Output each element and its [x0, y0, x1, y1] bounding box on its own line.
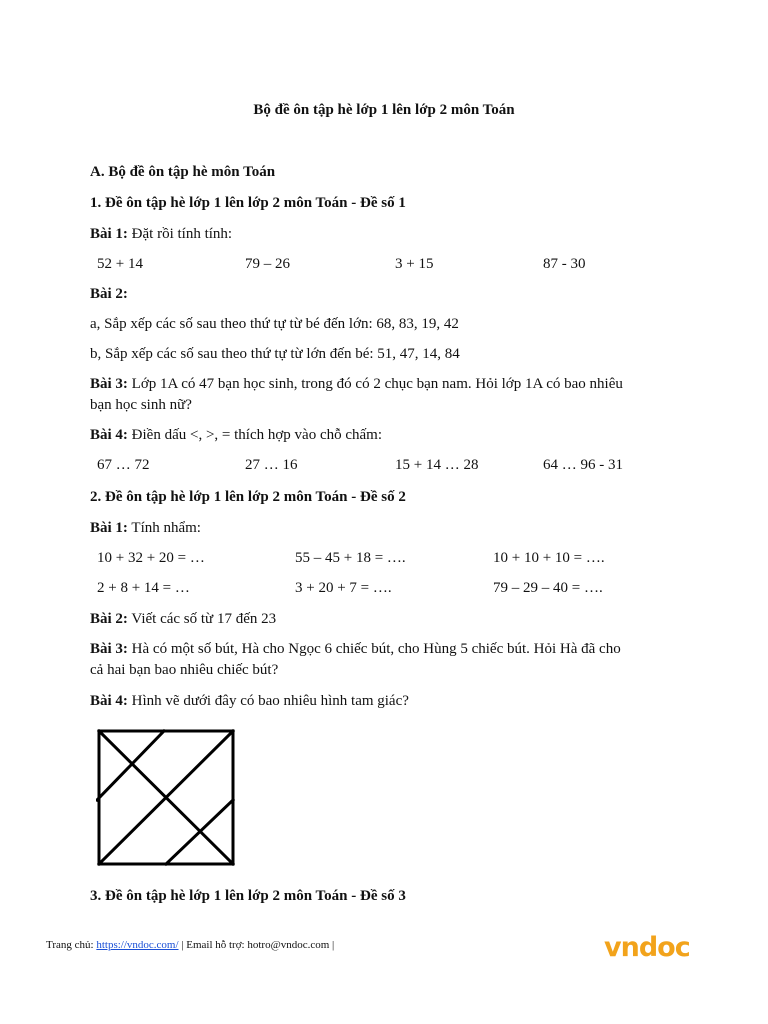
de2-bai2-text: Viết các số từ 17 đến 23	[131, 611, 277, 627]
de2-bai4-label: Bài 4:	[90, 693, 128, 709]
section-a-heading: A. Bộ đề ôn tập hè môn Toán	[90, 164, 276, 180]
de2-bai1-text: Tính nhẩm:	[131, 520, 201, 536]
de1-bai3-line1: Lớp 1A có 47 bạn học sinh, trong đó có 2 chục bạn nam. Hỏi lớp 1A có bao nhiêu	[131, 376, 623, 392]
figure-segment	[97, 731, 164, 800]
footer-home-link[interactable]: https://vndoc.com/	[96, 939, 179, 951]
de1-bai1-item: 79 – 26	[245, 256, 290, 272]
de1-bai1-item: 52 + 14	[97, 256, 143, 272]
de1-bai3-label: Bài 3:	[90, 376, 128, 392]
de1-bai4	[90, 427, 382, 444]
de3-heading: 3. Đề ôn tập hè lớp 1 lên lớp 2 môn Toán - Đề số 3	[90, 888, 406, 904]
de2-bai3-line2: cả hai bạn bao nhiêu chiếc bút?	[90, 662, 279, 678]
de2-bai1-item: 79 – 29 – 40 = ….	[493, 580, 603, 596]
de2-bai1-item: 55 – 45 + 18 = ….	[295, 550, 406, 566]
de1-bai1-label: Bài 1:	[90, 226, 128, 242]
de1-bai1-text: Đặt rồi tính tính:	[131, 226, 233, 242]
de2-bai4	[90, 693, 409, 710]
vndoc-logo[interactable]: vndoc	[604, 932, 690, 963]
de1-bai1-item: 87 - 30	[543, 256, 586, 272]
de2-bai3-label: Bài 3:	[90, 641, 128, 657]
de2-bai1-item: 10 + 32 + 20 = …	[97, 550, 205, 566]
de1-bai4-item: 15 + 14 … 28	[395, 457, 479, 473]
de2-bai2-label: Bài 2:	[90, 611, 128, 627]
de1-heading: 1. Đề ôn tập hè lớp 1 lên lớp 2 môn Toán - Đề số 1	[90, 195, 406, 211]
de2-bai2	[90, 611, 276, 628]
page-title: Bộ đề ôn tập hè lớp 1 lên lớp 2 môn Toán	[253, 102, 515, 118]
de1-bai4-label: Bài 4:	[90, 427, 128, 443]
de2-bai4-text: Hình vẽ dưới đây có bao nhiêu hình tam giác?	[131, 693, 409, 709]
de1-bai3-line2: bạn học sinh nữ?	[90, 397, 192, 413]
de2-bai3-line1: Hà có một số bút, Hà cho Ngọc 6 chiếc bút, cho Hùng 5 chiếc bút. Hỏi Hà đã cho	[131, 641, 621, 657]
de2-bai1-item: 2 + 8 + 14 = …	[97, 580, 190, 596]
de1-bai4-text: Điền dấu <, >, = thích hợp vào chỗ chấm:	[131, 427, 383, 443]
de1-bai1-item: 3 + 15	[395, 256, 434, 272]
de2-bai1	[90, 520, 201, 537]
page-footer	[46, 939, 334, 951]
de1-bai1	[90, 226, 232, 243]
triangle-figure	[96, 728, 236, 868]
de2-heading: 2. Đề ôn tập hè lớp 1 lên lớp 2 môn Toán - Đề số 2	[90, 489, 406, 505]
de2-bai3	[90, 641, 621, 658]
footer-prefix: Trang chủ:	[46, 939, 97, 951]
de1-bai2-b: b, Sắp xếp các số sau theo thứ tự từ lớn đến bé: 51, 47, 14, 84	[90, 346, 460, 362]
de2-bai1-item: 3 + 20 + 7 = ….	[295, 580, 392, 596]
de1-bai4-item: 67 … 72	[97, 457, 150, 473]
de1-bai2-a: a, Sắp xếp các số sau theo thứ tự từ bé đến lớn: 68, 83, 19, 42	[90, 316, 459, 332]
de1-bai4-item: 64 … 96 - 31	[543, 457, 623, 473]
de1-bai2-label: Bài 2:	[90, 286, 128, 302]
footer-suffix: | Email hỗ trợ: hotro@vndoc.com |	[178, 939, 335, 951]
de1-bai3	[90, 376, 623, 393]
de1-bai4-item: 27 … 16	[245, 457, 298, 473]
de2-bai1-item: 10 + 10 + 10 = ….	[493, 550, 605, 566]
de2-bai1-label: Bài 1:	[90, 520, 128, 536]
